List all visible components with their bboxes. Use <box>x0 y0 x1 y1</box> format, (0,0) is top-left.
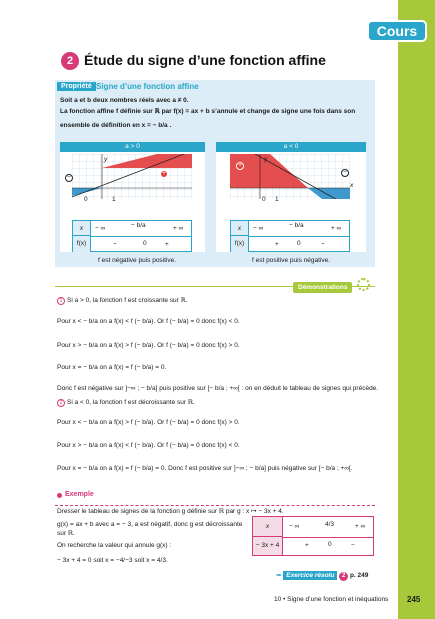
demo-p2: 2 Si a < 0, la fonction f est décroissante sur ℝ. <box>57 399 195 407</box>
example-e4: On recherche la valeur qui annule g(x) : <box>57 542 172 549</box>
example-sign-table: x − 3x + 4 − ∞ 4/3 + ∞ + 0 − <box>252 516 374 556</box>
property-title: Signe d’une fonction affine <box>96 82 199 91</box>
demo-l2: Pour x > − b/a on a f(x) > f (− b/a). Or f (− b/a) = 0 donc f(x) > 0. <box>57 342 240 349</box>
example-e2: g(x) = ax + b avec a = − 3, a est négatif, donc g est décroissante <box>57 521 243 528</box>
right-graph <box>230 154 350 199</box>
demo-m1: Pour x < − b/a on a f(x) > f (− b/a). Or f (− b/a) = 0 donc f(x) > 0. <box>57 419 240 426</box>
right-x-label: x <box>350 182 354 189</box>
left-sign-table: x f(x) − ∞ − b/a + ∞ − 0 + <box>72 220 192 252</box>
demo-p1: 1 Si a > 0, la fonction f est croissante sur ℝ. <box>57 297 188 305</box>
left-graph <box>72 154 192 199</box>
section-title: Étude du signe d’une fonction affine <box>84 52 326 68</box>
demo-l4: Donc f est négative sur ]−∞ ; − b/a] puis positive sur [− b/a ; +∞[ : on en déduit le tableau de signes qui précède. <box>57 385 379 392</box>
right-panel-head: a < 0 <box>216 142 366 152</box>
left-one: 1 <box>112 196 116 203</box>
right-y-label: y <box>264 156 268 163</box>
demo-l1: Pour x < − b/a on a f(x) < f (− b/a). Or f (− b/a) = 0 donc f(x) < 0. <box>57 318 240 325</box>
left-minus-icon: − <box>65 174 73 182</box>
chapter-footer: 10 • Signe d’une fonction et inéquations <box>274 596 389 603</box>
right-origin: 0 <box>262 196 266 203</box>
example-e5: − 3x + 4 = 0 soit x = −4/−3 soit x = 4/3. <box>57 557 168 564</box>
example-title: Exemple <box>65 491 94 498</box>
chapter-sidebar <box>398 0 435 619</box>
example-e1: Dresser le tableau de signes de la fonction g définie sur ℝ par g : x ↦ − 3x + 4. <box>57 508 284 515</box>
right-caption: f est positive puis négative. <box>252 257 331 264</box>
property-line-2: La fonction affine f définie sur ℝ par f(x) = ax + b s’annule et change de signe une fois dans son <box>60 108 356 115</box>
exercise-resolved-link[interactable]: ➥ Exercice résolu 2 p. 249 <box>276 572 369 579</box>
demo-tag: Démonstrations <box>293 282 352 293</box>
page-number: 245 <box>407 595 421 604</box>
right-one: 1 <box>275 196 279 203</box>
left-caption: f est négative puis positive. <box>98 257 177 264</box>
demo-m3: Pour x = − b/a on a f(x) = f (− b/a) = 0. Donc f est positive sur ]−∞ ; − b/a] puis négative sur [− b/a ; +∞[. <box>57 465 353 472</box>
gear-icon <box>357 278 370 291</box>
left-origin: 0 <box>84 196 88 203</box>
right-plus-icon: + <box>236 162 244 170</box>
property-line-1: Soit a et b deux nombres réels avec a ≠ 0. <box>60 97 189 104</box>
section-number: 2 <box>61 52 79 70</box>
example-bullet <box>57 493 62 498</box>
left-plus-icon: + <box>160 170 168 178</box>
demo-l3: Pour x = − b/a on a f(x) = f (− b/a) = 0. <box>57 364 167 371</box>
property-tag: Propriété <box>57 82 96 91</box>
right-minus-icon: − <box>341 169 349 177</box>
left-panel-head: a > 0 <box>60 142 205 152</box>
right-sign-table: x f(x) − ∞ − b/a + ∞ + 0 − <box>230 220 350 252</box>
example-divider <box>55 505 375 506</box>
arrow-icon: ➥ <box>276 572 282 579</box>
example-e3: sur ℝ. <box>57 530 75 537</box>
demo-m2: Pour x > − b/a on a f(x) < f (− b/a). Or f (− b/a) = 0 donc f(x) < 0. <box>57 442 240 449</box>
property-line-3: ensemble de définition en x = − b/a . <box>60 122 172 129</box>
cours-badge: Cours <box>367 20 427 42</box>
left-y-label: y <box>104 156 108 163</box>
